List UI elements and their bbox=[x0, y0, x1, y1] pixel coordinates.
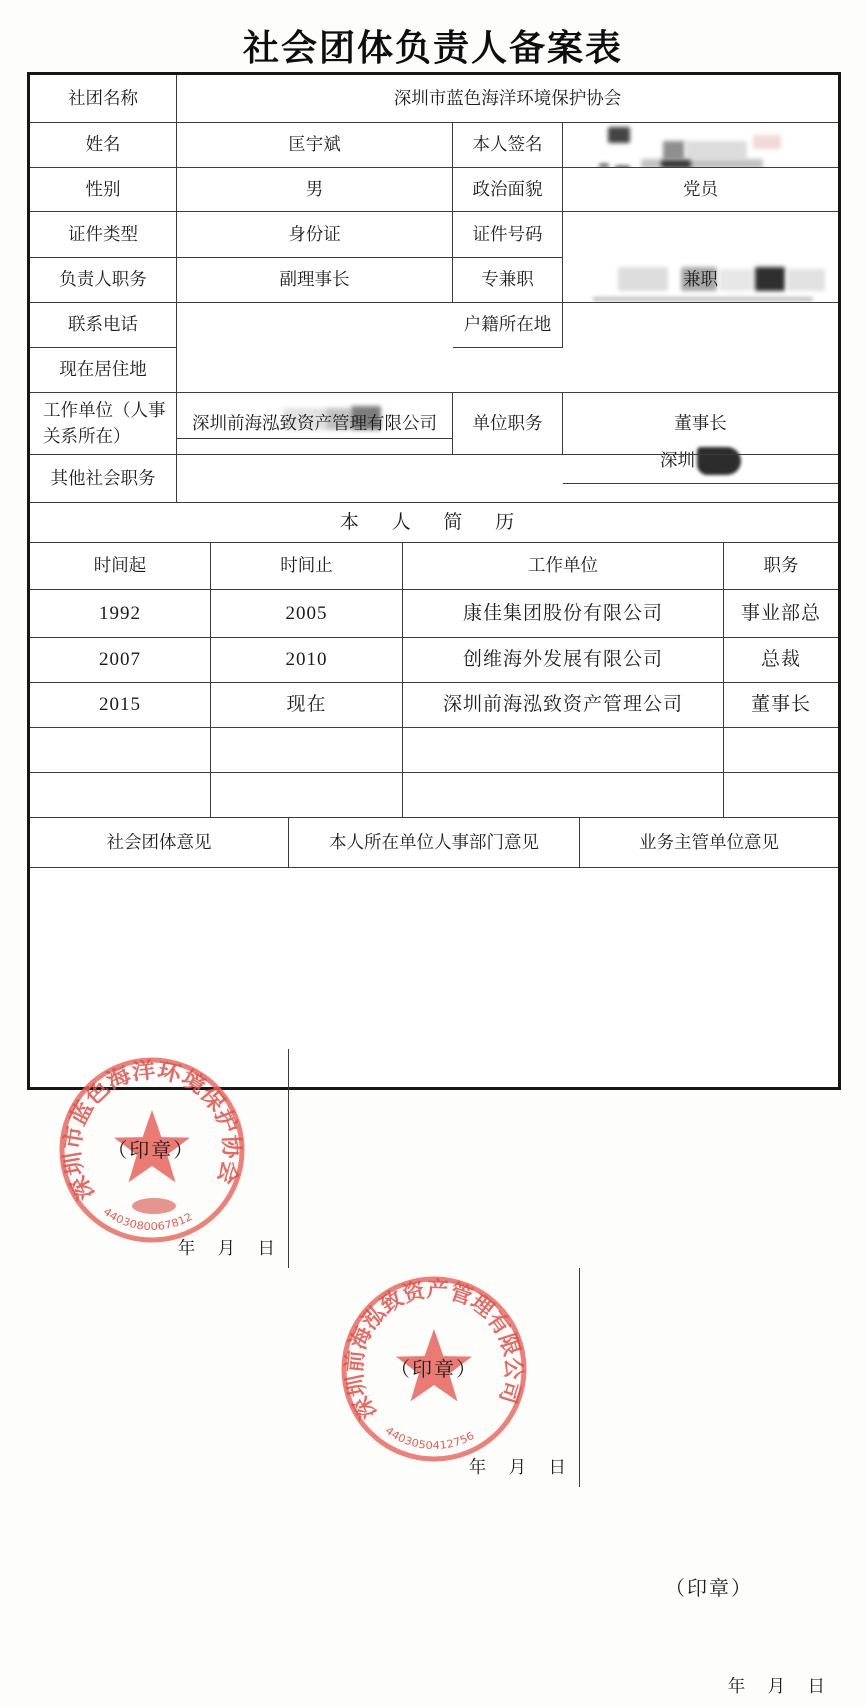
resume-header-position: 职务 bbox=[724, 543, 838, 590]
org-name-value: 深圳市蓝色海洋环境保护协会 bbox=[177, 75, 838, 123]
date-line: 年 月 日 bbox=[727, 1675, 825, 1696]
employer-position-label: 单位职务 bbox=[453, 393, 563, 455]
svg-text:深圳市蓝色海洋环境保护协会: 深圳市蓝色海洋环境保护协会 bbox=[60, 1058, 244, 1204]
svg-text:4403050412756: 4403050412756 bbox=[382, 1424, 476, 1453]
resume-header-end: 时间止 bbox=[211, 543, 403, 590]
id-type-label: 证件类型 bbox=[30, 212, 177, 258]
registered-residence-label: 户籍所在地 bbox=[453, 303, 563, 348]
opinion-cell-supervisory-unit bbox=[580, 1487, 838, 1706]
signature-blur-block bbox=[608, 127, 630, 143]
current-residence-label: 现在居住地 bbox=[30, 348, 177, 393]
registered-residence-text: 深圳 bbox=[660, 450, 695, 471]
name-value: 匡宇斌 bbox=[177, 123, 453, 168]
seal-placeholder-label: （印章） bbox=[390, 1359, 478, 1381]
resume-row-employer bbox=[403, 728, 724, 773]
resume-row-employer: 康佳集团股份有限公司 bbox=[403, 590, 724, 638]
svg-text:深圳前海泓致资产管理有限公司: 深圳前海泓致资产管理有限公司 bbox=[342, 1277, 526, 1424]
seal-placeholder-label: （印章） bbox=[665, 1578, 753, 1600]
resume-row-start: 1992 bbox=[30, 590, 211, 638]
employer-label: 工作单位（人事关系所在） bbox=[30, 393, 177, 455]
full-or-part-time-label: 专兼职 bbox=[453, 258, 563, 303]
resume-section-title: 本 人 简 历 bbox=[30, 503, 838, 543]
registration-form-table bbox=[27, 72, 841, 1696]
signature-blur-block bbox=[599, 164, 609, 167]
political-value: 党员 bbox=[563, 168, 838, 212]
employer-position-value: 董事长 bbox=[563, 393, 838, 455]
resume-row-employer: 创维海外发展有限公司 bbox=[403, 638, 724, 683]
gender-label: 性别 bbox=[30, 168, 177, 212]
other-positions-label: 其他社会职务 bbox=[30, 455, 177, 503]
leader-position-label: 负责人职务 bbox=[30, 258, 177, 303]
resume-row-start bbox=[30, 728, 211, 773]
date-line: 年 月 日 bbox=[177, 1237, 275, 1258]
opinion-cell-hr-department bbox=[289, 1268, 580, 1487]
current-residence-value bbox=[177, 348, 838, 393]
id-type-value: 身份证 bbox=[177, 212, 453, 258]
opinion-header-hr-department: 本人所在单位人事部门意见 bbox=[289, 818, 580, 868]
date-line: 年 月 日 bbox=[468, 1456, 566, 1477]
resume-row-position bbox=[724, 773, 838, 818]
resume-header-employer: 工作单位 bbox=[403, 543, 724, 590]
signature-blur-block bbox=[753, 135, 781, 149]
id-number-label: 证件号码 bbox=[453, 212, 563, 258]
resume-row-end: 2010 bbox=[211, 638, 403, 683]
resume-row-end bbox=[211, 773, 403, 818]
opinion-cell-association bbox=[30, 1049, 289, 1268]
resume-row-start: 2015 bbox=[30, 683, 211, 728]
other-positions-value bbox=[177, 455, 838, 503]
signature-blur-block bbox=[641, 159, 763, 168]
resume-row-position bbox=[724, 728, 838, 773]
resume-row-start: 2007 bbox=[30, 638, 211, 683]
signature-value-redacted bbox=[563, 123, 838, 168]
signature-blur-block bbox=[661, 160, 691, 168]
phone-label: 联系电话 bbox=[30, 303, 177, 348]
full-or-part-time-value: 兼职 bbox=[563, 258, 838, 303]
political-label: 政治面貌 bbox=[453, 168, 563, 212]
gender-value: 男 bbox=[177, 168, 453, 212]
resume-row-employer: 深圳前海泓致资产管理公司 bbox=[403, 683, 724, 728]
resume-row-position: 事业部总 bbox=[724, 590, 838, 638]
name-label: 姓名 bbox=[30, 123, 177, 168]
org-name-label: 社团名称 bbox=[30, 75, 177, 123]
resume-row-end: 现在 bbox=[211, 683, 403, 728]
resume-header-start: 时间起 bbox=[30, 543, 211, 590]
opinion-header-association: 社会团体意见 bbox=[30, 818, 289, 868]
resume-row-position: 董事长 bbox=[724, 683, 838, 728]
svg-text:4403080067812: 4403080067812 bbox=[100, 1205, 194, 1234]
page-title: 社会团体负责人备案表 bbox=[242, 28, 623, 69]
resume-row-start bbox=[30, 773, 211, 818]
resume-row-end bbox=[211, 728, 403, 773]
resume-row-employer bbox=[403, 773, 724, 818]
signature-label: 本人签名 bbox=[453, 123, 563, 168]
leader-position-value: 副理事长 bbox=[177, 258, 453, 303]
resume-row-end: 2005 bbox=[211, 590, 403, 638]
signature-blur-block bbox=[663, 141, 685, 161]
seal-placeholder-label: （印章） bbox=[107, 1140, 196, 1162]
signature-blur-block bbox=[685, 141, 747, 159]
employer-value: 深圳前海泓致资产管理有限公司 bbox=[177, 393, 453, 455]
resume-row-position: 总裁 bbox=[724, 638, 838, 683]
opinion-header-supervisory-unit: 业务主管单位意见 bbox=[580, 818, 838, 868]
